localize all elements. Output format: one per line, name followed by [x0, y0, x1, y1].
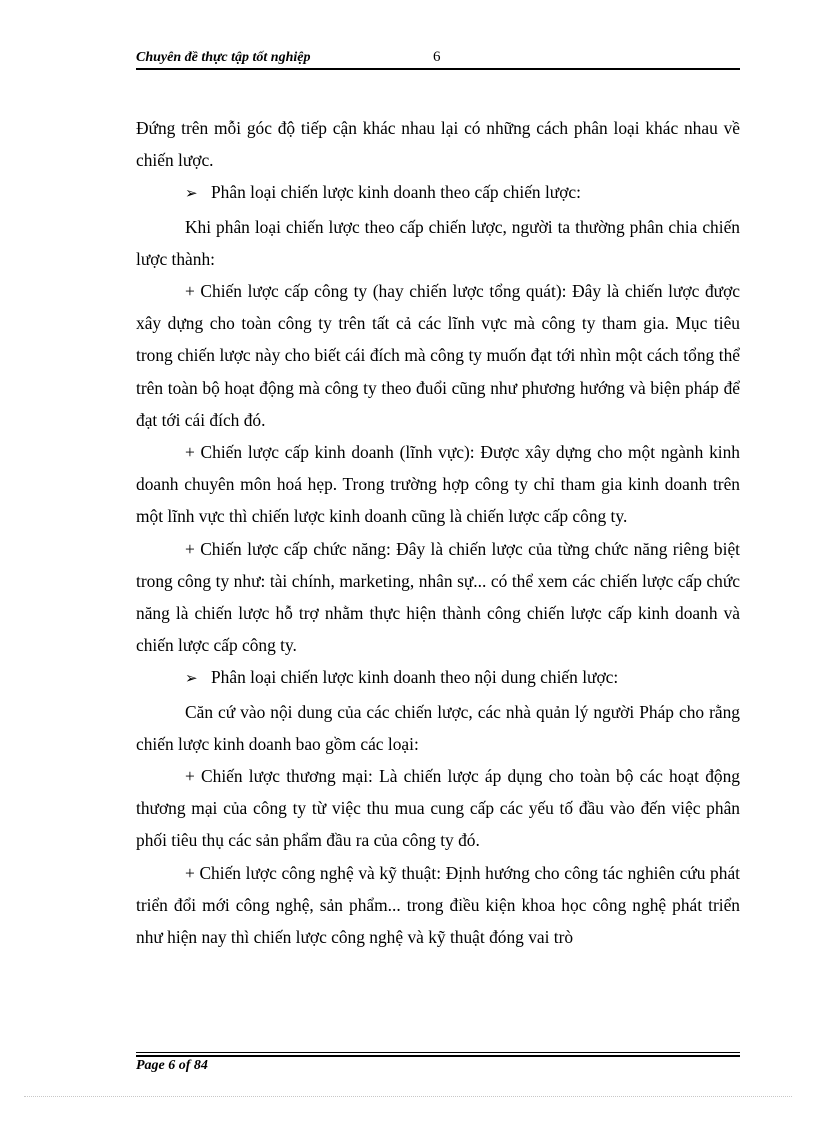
bullet-text: Phân loại chiến lược kinh doanh theo cấp chiến lược:	[211, 182, 581, 203]
paragraph: + Chiến lược công nghệ và kỹ thuật: Định hướng cho công tác nghiên cứu phát triển đổi mới công nghệ, sản phẩm... trong điều kiện khoa học công nghệ phát triển như hiện nay thì chiến lược công nghệ và kỹ thuật đóng vai trò	[136, 862, 740, 948]
header-rule	[136, 68, 740, 70]
bullet-item	[136, 661, 740, 695]
bullet-text: Phân loại chiến lược kinh doanh theo nội dung chiến lược:	[211, 667, 619, 688]
bullet-item	[136, 176, 740, 210]
header-title: Chuyên đề thực tập tốt nghiệp	[136, 50, 311, 65]
arrow-bullet-icon: ➢	[185, 186, 198, 203]
paragraph: + Chiến lược cấp kinh doanh (lĩnh vực): Được xây dựng cho một ngành kinh doanh chuyên môn hoá hẹp. Trong trường hợp công ty chỉ tham gia kinh doanh trên một lĩnh vực thì chiến lược kinh doanh cũng là chiến lược cấp công ty.	[136, 442, 740, 527]
paragraph: + Chiến lược thương mại: Là chiến lược áp dụng cho toàn bộ các hoạt động thương mại của công ty từ việc thu mua cung cấp các yếu tố đầu vào đến việc phân phối tiêu thụ các sản phẩm đầu ra của công ty đó.	[136, 766, 740, 851]
page-edge-divider	[24, 1096, 792, 1097]
footer-rule	[136, 1055, 740, 1057]
paragraph: Căn cứ vào nội dung của các chiến lược, các nhà quản lý người Pháp cho rằng chiến lược kinh doanh bao gồm các loại:	[136, 701, 740, 754]
page-footer: Page 6 of 84	[136, 1058, 208, 1073]
paragraph: Đứng trên mỗi góc độ tiếp cận khác nhau lại có những cách phân loại khác nhau về chiến lược.	[136, 118, 740, 171]
paragraph: Khi phân loại chiến lược theo cấp chiến lược, người ta thường phân chia chiến lược thành:	[136, 216, 740, 269]
paragraph: + Chiến lược cấp chức năng: Đây là chiến lược của từng chức năng riêng biệt trong công ty như: tài chính, marketing, nhân sự... có thể xem các chiến lược cấp chức năng là chiến lược hỗ trợ nhằm thực hiện thành công chiến lược cấp kinh doanh và chiến lược cấp công ty.	[136, 538, 740, 656]
document-body	[136, 112, 740, 953]
arrow-bullet-icon: ➢	[185, 671, 198, 688]
header-page-number: 6	[433, 49, 441, 65]
page-header	[136, 48, 740, 70]
footer-rule	[136, 1052, 740, 1053]
paragraph: + Chiến lược cấp công ty (hay chiến lược tổng quát): Đây là chiến lược được xây dựng cho toàn công ty trên tất cả các lĩnh vực mà công ty tham gia. Mục tiêu trong chiến lược này cho biết cái đích mà công ty muốn đạt tới nhìn một cách tổng thể trên toàn bộ hoạt động mà công ty theo đuổi cũng như phương hướng và biện pháp để đạt tới cái đích đó.	[136, 281, 740, 430]
